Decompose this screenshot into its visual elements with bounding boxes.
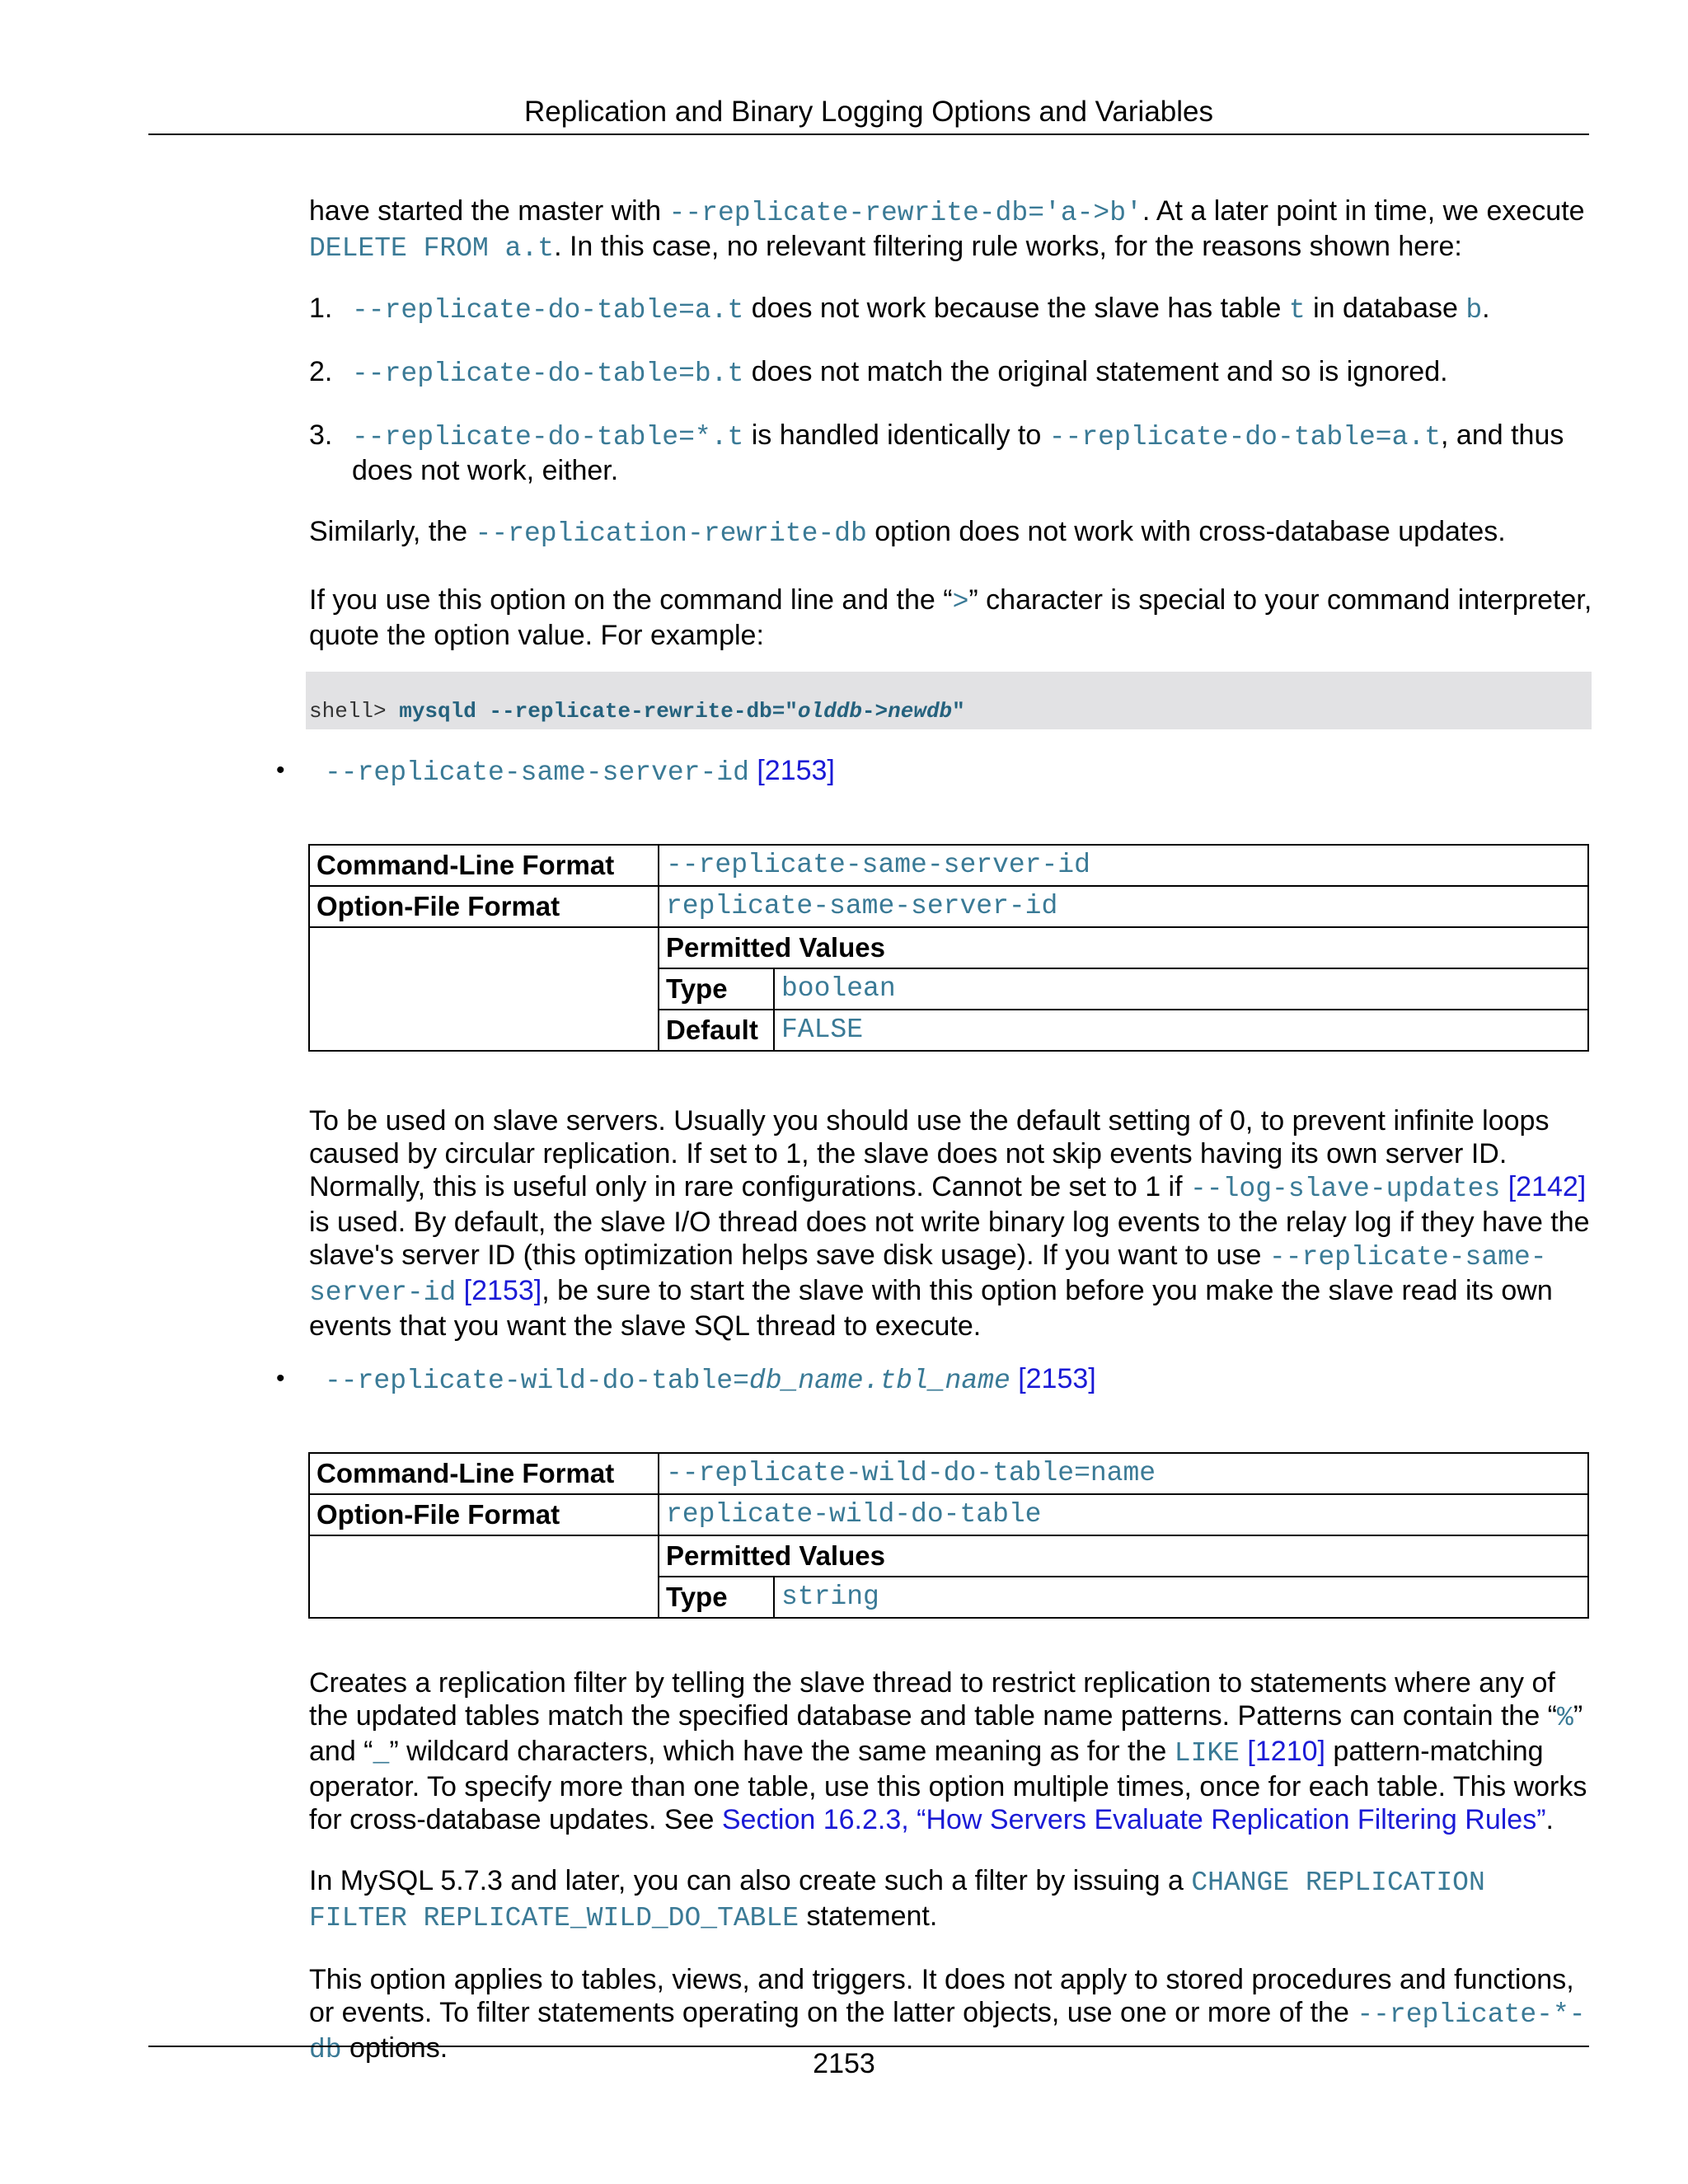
- section-link[interactable]: Section 16.2.3, “How Servers Evaluate Replication Filtering Rules”: [721, 1804, 1546, 1835]
- table-value: --replicate-same-server-id: [659, 845, 1588, 886]
- table-value: boolean: [774, 968, 1588, 1010]
- table-value: replicate-wild-do-table: [659, 1494, 1588, 1535]
- option-heading: [325, 1362, 1096, 1398]
- code-delete-from: DELETE FROM a.t: [309, 233, 555, 264]
- para-text: Similarly, the: [309, 516, 476, 547]
- similarly-paragraph: [309, 515, 1595, 551]
- list-number: 3.: [309, 419, 333, 451]
- code-var: newdb: [888, 699, 953, 724]
- table-empty-cell: [309, 1535, 659, 1618]
- table-label: Default: [659, 1010, 774, 1051]
- table-label: Type: [659, 968, 774, 1010]
- table-label: Command-Line Format: [309, 845, 659, 886]
- page-ref-link[interactable]: [2153]: [757, 755, 835, 786]
- table-label: Type: [659, 1577, 774, 1618]
- code-statement: FILTER REPLICATE_WILD_DO_TABLE: [309, 1903, 799, 1933]
- code-option: --replicate-*-db: [309, 1999, 1586, 2065]
- table-value: FALSE: [774, 1010, 1588, 1051]
- code-char: _: [373, 1738, 390, 1769]
- quote-paragraph: [309, 583, 1595, 652]
- table-value: replicate-same-server-id: [659, 886, 1588, 927]
- code-char: >: [952, 587, 969, 617]
- table-value: string: [774, 1577, 1588, 1618]
- para-text: ” and “: [309, 1700, 1583, 1767]
- list-item: [309, 355, 1595, 391]
- code-db: b: [1465, 295, 1483, 326]
- table-row: [309, 927, 1588, 968]
- table-label: Option-File Format: [309, 886, 659, 927]
- list-number: 1.: [309, 293, 333, 324]
- page-ref-link[interactable]: [1210]: [1239, 1736, 1325, 1767]
- reason-list: [309, 292, 1595, 487]
- para-text: statement.: [799, 1900, 938, 1932]
- code-rewrite-db: --replicate-rewrite-db='a->b': [668, 198, 1142, 228]
- page-ref-link[interactable]: [2153]: [1018, 1363, 1096, 1394]
- para-text: pattern-matching operator. To specify more than one table, use this option multiple times, once for each table. This works for cross-database updates. See: [309, 1736, 1587, 1835]
- description-paragraph: [309, 1864, 1595, 1935]
- bullet: •: [276, 757, 285, 784]
- para-text: , be sure to start the slave with this option before you make the slave read its own events that you want the slave SQL thread to execute.: [309, 1275, 1553, 1342]
- para-text: Creates a replication filter by telling the slave thread to restrict replication to statements where any of the updated tables match the specified database and table name patterns. Patterns can contain the “: [309, 1667, 1557, 1732]
- list-number: 2.: [309, 356, 333, 387]
- para-text: If you use this option on the command line and the “: [309, 584, 953, 616]
- shell-command: mysqld --replicate-rewrite-db=": [399, 699, 798, 724]
- description-paragraph: [309, 1666, 1595, 1836]
- table-row: [309, 886, 1588, 927]
- table-label: Option-File Format: [309, 1494, 659, 1535]
- option-heading: [325, 754, 835, 790]
- para-text: To be used on slave servers. Usually you should use the default setting of 0, to prevent infinite loops caused by circular replication. If set to 1, the slave does not skip events having its own server ID. Normally, this is useful only in rare configurations. Cannot be set to 1 if: [309, 1105, 1550, 1202]
- page-ref-link[interactable]: [2142]: [1500, 1171, 1587, 1202]
- para-text: ” character is special to your command interpreter, quote the option value. For example:: [309, 584, 1592, 651]
- para-text: This option applies to tables, views, and triggers. It does not apply to stored procedures and functions, or events. To filter statements operating on the latter objects, use one or more of the: [309, 1964, 1574, 2028]
- para-text: is used. By default, the slave I/O thread does not write binary log events to the relay log if they have the slave's server ID (this optimization helps save disk usage). If you want to use: [309, 1207, 1590, 1271]
- option-name: --replicate-same-server-id: [325, 757, 749, 788]
- table-label: Command-Line Format: [309, 1453, 659, 1494]
- intro-paragraph: [309, 194, 1595, 265]
- code-statement: CHANGE REPLICATION: [1191, 1868, 1485, 1898]
- code-var: olddb: [797, 699, 862, 724]
- para-text: options.: [341, 2032, 448, 2064]
- code-option: --replicate-do-table=a.t: [1048, 422, 1442, 452]
- code-char: %: [1557, 1703, 1573, 1733]
- code-option: --replicate-same-: [1268, 1242, 1547, 1272]
- intro-section: [309, 194, 1595, 652]
- list-text: does not match the original statement and so is ignored.: [743, 356, 1448, 387]
- code-option: --replicate-do-table=b.t: [352, 359, 744, 389]
- intro-text: . In this case, no relevant filtering rule works, for the reasons shown here:: [554, 231, 1462, 262]
- description-paragraph: [309, 1104, 1595, 1343]
- intro-text: . At a later point in time, we execute: [1142, 195, 1585, 227]
- code-block: [306, 672, 1592, 729]
- list-text: .: [1482, 293, 1490, 324]
- option-name: --replicate-wild-do-table=: [325, 1366, 749, 1396]
- list-text: does not work because the slave has table: [743, 293, 1289, 324]
- list-text: , and thus does not work, either.: [352, 419, 1564, 486]
- code-table: t: [1288, 295, 1306, 326]
- list-item: [309, 419, 1595, 487]
- page-header: Replication and Binary Logging Options and Variables: [148, 91, 1589, 135]
- para-text: option does not work with cross-database updates.: [866, 516, 1506, 547]
- option-table: [308, 1452, 1589, 1619]
- code-option: --replicate-do-table=*.t: [352, 422, 744, 452]
- para-text: ” wildcard characters, which have the same meaning as for the: [389, 1736, 1175, 1767]
- code-arrow: ->: [861, 699, 889, 724]
- code-quote: ": [952, 699, 965, 724]
- table-label: Permitted Values: [659, 927, 1588, 968]
- intro-text: have started the master with: [309, 195, 669, 227]
- code-option: server-id: [309, 1277, 457, 1308]
- table-label: Permitted Values: [659, 1535, 1588, 1577]
- option-variable: db_name.tbl_name: [748, 1366, 1010, 1396]
- table-row: [309, 1453, 1588, 1494]
- list-text: is handled identically to: [743, 419, 1049, 451]
- bullet: •: [276, 1365, 285, 1392]
- page-number: 2153: [813, 2048, 875, 2079]
- para-text: .: [1545, 1804, 1554, 1835]
- list-item: [309, 292, 1595, 327]
- page-ref-link[interactable]: [2153]: [456, 1275, 542, 1306]
- para-text: In MySQL 5.7.3 and later, you can also create such a filter by issuing a: [309, 1865, 1192, 1896]
- code-option: --replication-rewrite-db: [475, 518, 867, 549]
- code-option: --replicate-do-table=a.t: [352, 295, 744, 326]
- option-table: [308, 844, 1589, 1052]
- list-text: in database: [1305, 293, 1466, 324]
- table-empty-cell: [309, 927, 659, 1051]
- table-row: [309, 845, 1588, 886]
- shell-prompt: shell>: [309, 699, 400, 724]
- code-keyword: LIKE: [1174, 1738, 1240, 1769]
- table-row: [309, 1494, 1588, 1535]
- table-value: --replicate-wild-do-table=name: [659, 1453, 1588, 1494]
- code-option: --log-slave-updates: [1190, 1174, 1501, 1204]
- table-row: [309, 1535, 1588, 1577]
